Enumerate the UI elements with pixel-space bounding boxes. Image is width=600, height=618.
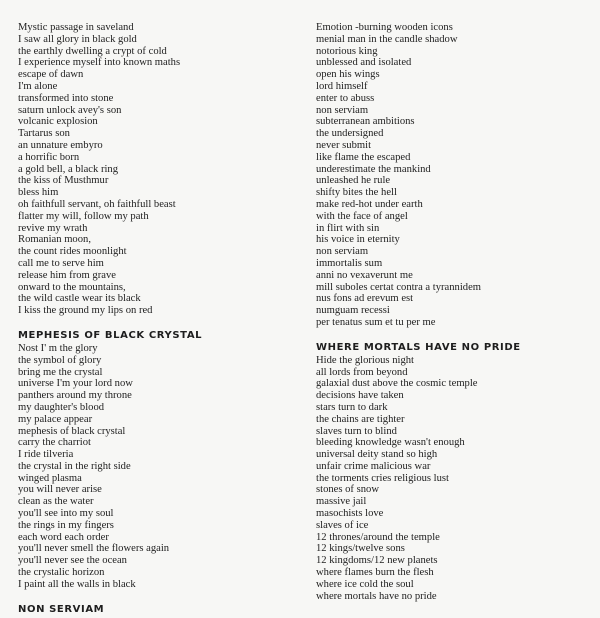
lyric-line: non serviam: [316, 104, 369, 116]
lyric-line: carry the charriot: [18, 437, 91, 449]
lyric-line: a horrific born: [18, 151, 80, 163]
lyric-line: with the face of angel: [316, 210, 408, 222]
lyric-line: revive my wrath: [18, 222, 88, 234]
lyric-line: Tartarus son: [18, 128, 70, 140]
left-section-2-lyrics: [18, 343, 298, 591]
lyric-line: underestimate the mankind: [316, 163, 431, 175]
lyric-line: his voice in eternity: [316, 234, 400, 246]
lyric-line: massive jail: [316, 496, 367, 508]
lyric-line: I'm alone: [18, 80, 58, 92]
lyric-line: numguam recessi: [316, 305, 390, 317]
section-title-mephesis: MEPHESIS OF BLACK CRYSTAL: [18, 329, 203, 341]
lyric-line: volcanic explosion: [18, 116, 98, 128]
lyric-line: open his wings: [316, 69, 380, 81]
lyric-line: the earthly dwelling a crypt of cold: [18, 45, 167, 57]
lyric-line: unfair crime malicious war: [316, 460, 431, 472]
lyric-line: Romanian moon,: [18, 234, 91, 246]
lyric-line: decisions have taken: [316, 390, 404, 402]
lyric-line: where ice cold the soul: [316, 578, 414, 590]
lyric-line: the wild castle wear its black: [18, 293, 141, 305]
lyric-line: subterranean ambitions: [316, 116, 415, 128]
lyric-line: I saw all glory in black gold: [18, 33, 137, 45]
lyric-line: enter to abuss: [316, 92, 375, 104]
lyric-line: 12 thrones/around the temple: [316, 531, 440, 543]
lyric-line: Emotion -burning wooden icons: [316, 22, 453, 33]
lyric-line: unleashed he rule: [316, 175, 391, 187]
lyric-line: oh faithfull servant, oh faithfull beast: [18, 198, 176, 210]
lyric-line: the chains are tighter: [316, 413, 405, 425]
lyric-line: slaves of ice: [316, 519, 369, 531]
lyric-line: the count rides moonlight: [18, 246, 127, 258]
lyric-line: shifty bites the hell: [316, 187, 397, 199]
lyric-line: you will never arise: [18, 484, 102, 496]
lyric-line: my daughter's blood: [18, 401, 105, 413]
left-column: [18, 22, 298, 617]
lyric-line: where flames burn the flesh: [316, 567, 434, 579]
lyric-line: bless him: [18, 187, 59, 199]
lyric-line: stars turn to dark: [316, 401, 388, 413]
lyric-line: call me to serve him: [18, 257, 104, 269]
lyric-line: bleeding knowledge wasn't enough: [316, 437, 465, 449]
section-title-non-serviam: NON SERVIAM: [18, 603, 105, 615]
lyric-line: 12 kings/twelve sons: [316, 543, 405, 555]
lyric-line: a gold bell, a black ring: [18, 163, 119, 175]
lyric-line: galaxial dust above the cosmic temple: [316, 378, 478, 390]
lyric-line: the torments cries religious lust: [316, 472, 449, 484]
lyric-line: the undersigned: [316, 128, 384, 140]
lyric-line: non serviam: [316, 246, 369, 258]
lyric-line: I kiss the ground my lips on red: [18, 305, 153, 317]
lyric-line: nus fons ad erevum est: [316, 293, 414, 305]
lyric-line: transformed into stone: [18, 92, 114, 104]
lyric-line: notorious king: [316, 45, 378, 57]
lyric-line: immortalis sum: [316, 257, 383, 269]
lyric-line: clean as the water: [18, 496, 94, 508]
lyric-line: Mystic passage in saveland: [18, 22, 134, 33]
lyric-line: onward to the mountains,: [18, 281, 126, 293]
right-stanza-1: [316, 22, 596, 329]
lyric-line: universal deity stand so high: [316, 449, 438, 461]
lyric-line: release him from grave: [18, 269, 116, 281]
lyric-line: saturn unlock avey's son: [18, 104, 122, 116]
lyric-line: I ride tilveria: [18, 449, 74, 461]
lyric-line: never submit: [316, 139, 372, 151]
lyric-line: in flirt with sin: [316, 222, 380, 234]
lyric-line: masochists love: [316, 508, 384, 520]
lyric-line: the kiss of Musthmur: [18, 175, 109, 187]
lyric-line: Hide the glorious night: [316, 354, 414, 366]
lyric-line: panthers around my throne: [18, 390, 132, 402]
lyric-line: flatter my will, follow my path: [18, 210, 149, 222]
lyric-line: mill suboles certat contra a tyrannidem: [316, 281, 482, 293]
lyric-line: you'll never see the ocean: [18, 555, 127, 567]
lyric-line: the rings in my fingers: [18, 519, 114, 531]
section-title-where-mortals: WHERE MORTALS HAVE NO PRIDE: [316, 341, 521, 353]
lyric-line: per tenatus sum et tu per me: [316, 316, 436, 328]
lyric-line: my palace appear: [18, 413, 93, 425]
lyric-line: stones of snow: [316, 484, 379, 496]
right-column: [316, 22, 596, 602]
lyric-line: Nost I' m the glory: [18, 342, 98, 354]
lyric-line: I experience myself into known maths: [18, 57, 181, 69]
lyric-line: slaves turn to blind: [316, 425, 397, 437]
lyric-line: an unnature embyro: [18, 139, 103, 151]
lyric-line: the symbol of glory: [18, 354, 102, 366]
lyric-line: escape of dawn: [18, 69, 84, 81]
lyric-line: make red-hot under earth: [316, 198, 423, 210]
lyric-line: winged plasma: [18, 472, 82, 484]
lyric-line: I paint all the walls in black: [18, 578, 136, 590]
lyric-line: each word each order: [18, 531, 109, 543]
lyric-line: you'll never smell the flowers again: [18, 543, 170, 555]
lyric-line: the crystalic horizon: [18, 567, 105, 579]
lyric-line: menial man in the candle shadow: [316, 33, 458, 45]
lyric-line: where mortals have no pride: [316, 590, 437, 602]
left-stanza-1: [18, 22, 298, 317]
lyric-line: universe I'm your lord now: [18, 378, 133, 390]
lyric-line: you'll see into my soul: [18, 508, 114, 520]
right-section-2-lyrics: [316, 355, 596, 603]
lyric-line: anni no vexaverunt me: [316, 269, 413, 281]
lyric-line: lord himself: [316, 80, 368, 92]
lyric-line: the crystal in the right side: [18, 460, 131, 472]
lyric-line: all lords from beyond: [316, 366, 408, 378]
lyric-line: bring me the crystal: [18, 366, 103, 378]
lyric-line: unblessed and isolated: [316, 57, 412, 69]
lyric-line: 12 kingdoms/12 new planets: [316, 555, 438, 567]
lyric-line: like flame the escaped: [316, 151, 411, 163]
lyric-line: mephesis of black crystal: [18, 425, 126, 437]
